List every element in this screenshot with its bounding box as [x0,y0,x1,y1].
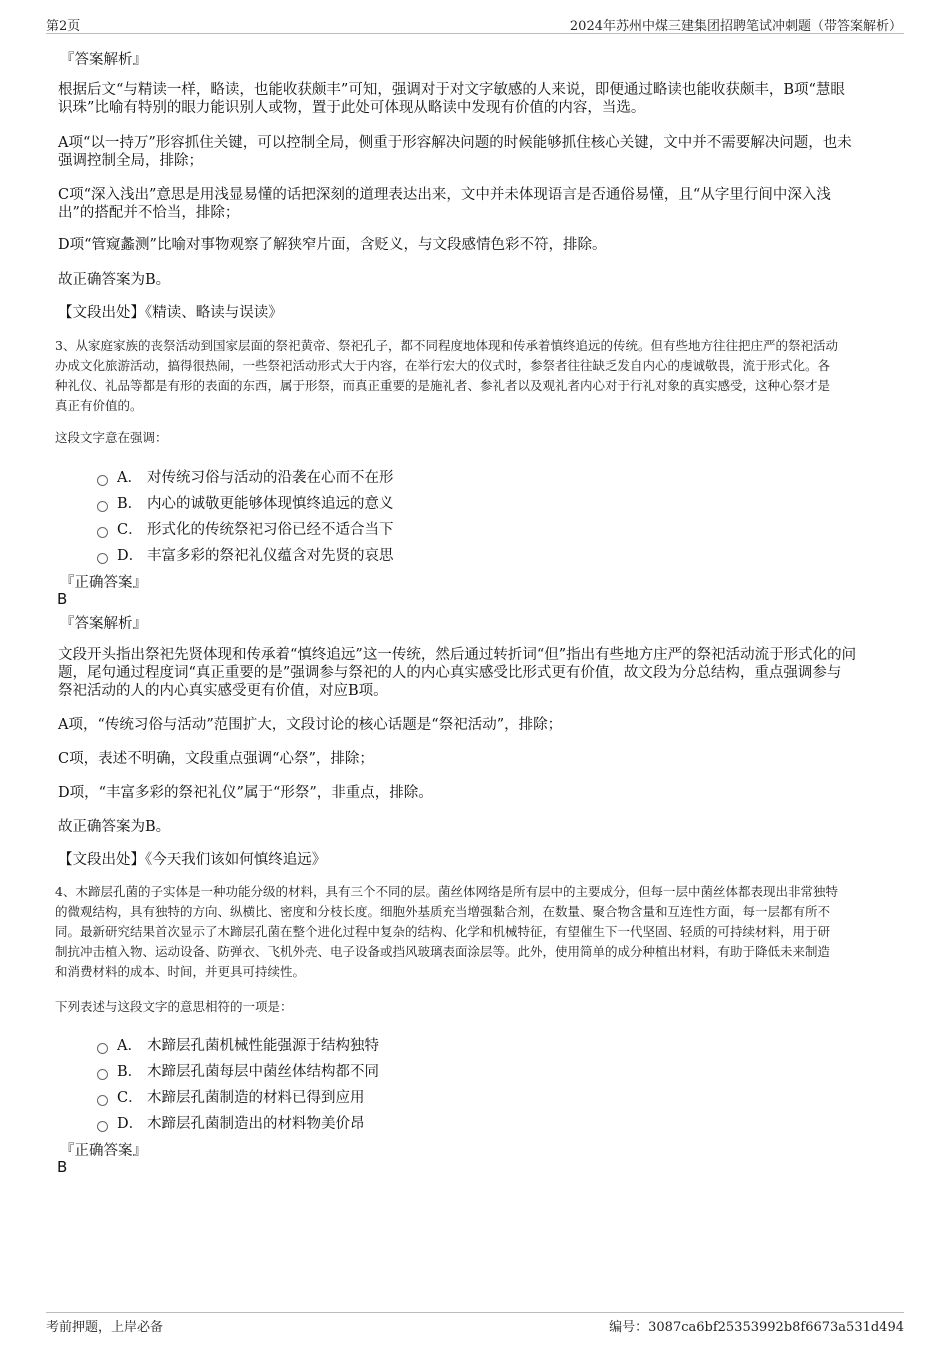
q3-passage-line: 真正有价值的。 [55,398,143,413]
footer-slogan: 考前押题，上岸必备 [46,1320,164,1335]
q4-option-d[interactable] [97,1112,365,1132]
option-letter: C． [117,522,143,538]
q4-option-c[interactable] [97,1086,365,1106]
q2-option-a-explanation [58,134,852,170]
q4-answer: B [57,1158,68,1176]
document-code: 编号：3087ca6bf25353992b8f6673a531d494 [609,1320,904,1335]
option-letter: D． [117,548,144,564]
option-letter: B． [117,1064,143,1080]
q3-analysis-line: 题，尾句通过程度词“真正重要的是”强调参与祭祀的人的内心真实感受比形式更有价值，故文段为分总结构，重点强调参与 [58,665,842,681]
q3-option-d-explanation: D项，“丰富多彩的祭祀礼仪”属于“形祭”，非重点，排除。 [58,785,433,801]
q4-passage-line: 制抗冲击植入物、运动设备、防弹衣、飞机外壳、电子设备或挡风玻璃表面涂层等。此外，使用简单的成分种植出材料，有助于降低未来制造 [55,944,831,959]
radio-icon[interactable] [97,553,108,564]
q2-analysis-line: 根据后文“与精读一样，略读，也能收获颇丰”可知，强调对于对文字敏感的人来说，即便通过略读也能收获颇丰，B项“慧眼 [58,82,845,98]
q4-option-a[interactable] [97,1034,379,1054]
q2-c-line: C项“深入浅出”意思是用浅显易懂的话把深刻的道理表达出来，文中并未体现语言是否通俗易懂，且“从字里行间中深入浅 [58,187,831,203]
q3-passage-line: 办成文化旅游活动，搞得很热闹，一些祭祀活动形式大于内容，在举行宏大的仪式时，参祭者往往缺乏发自内心的虔诚敬畏，流于形式化。各 [55,358,831,373]
radio-icon[interactable] [97,1069,108,1080]
option-letter: B． [117,496,143,512]
q3-question: 这段文字意在强调： [55,430,168,445]
option-text: 木蹄层孔菌机械性能强源于结构独特 [147,1038,379,1054]
q3-option-a-explanation: A项，“传统习俗与活动”范围扩大，文段讨论的核心话题是“祭祀活动”，排除； [58,717,563,733]
option-text: 木蹄层孔菌每层中菌丝体结构都不同 [147,1064,379,1080]
q4-question: 下列表述与这段文字的意思相符的一项是： [55,999,293,1014]
q4-correct-label: 『正确答案』 [60,1143,147,1159]
page-number: 第2页 [46,19,81,34]
option-letter: A． [117,1038,142,1054]
option-text: 形式化的传统祭祀习俗已经不适合当下 [147,522,394,538]
q3-passage-line: 3、从家庭家族的丧祭活动到国家层面的祭祀黄帝、祭祀孔子，都不同程度地体现和传承着慎终追远的传统。但有些地方往往把庄严的祭祀活动 [55,338,838,353]
q3-conclusion: 故正确答案为B。 [58,819,171,835]
radio-icon[interactable] [97,1095,108,1106]
option-text: 对传统习俗与活动的沿袭在心而不在形 [147,470,394,486]
option-letter: D． [117,1116,144,1132]
q2-analysis-label: 『答案解析』 [60,52,147,68]
q4-passage-line: 和消费材料的成本、时间，并更具可持续性。 [55,964,306,979]
q3-option-d[interactable] [97,544,394,564]
q3-option-c[interactable] [97,518,394,538]
q2-conclusion: 故正确答案为B。 [58,272,171,288]
q3-passage-line: 种礼仪、礼品等都是有形的表面的东西，属于形祭，而真正重要的是施礼者、参礼者以及观礼者内心对于行礼对象的真实感受，这种心祭才是 [55,378,831,393]
q3-analysis [58,646,856,700]
q4-option-b[interactable] [97,1060,379,1080]
q3-answer: B [57,590,68,608]
q3-passage [55,336,838,416]
q3-source: 【文段出处】《今天我们该如何慎终追远》 [58,852,327,868]
q2-c-line: 出”的搭配并不恰当，排除； [58,205,240,221]
q3-correct-label: 『正确答案』 [60,575,147,591]
q3-option-b[interactable] [97,492,394,512]
q4-passage-line: 同。最新研究结果首次显示了木蹄层孔菌在整个进化过程中复杂的结构、化学和机械特征，有望催生下一代坚固、轻质的可持续材料，用于研 [55,924,831,939]
radio-icon[interactable] [97,527,108,538]
q3-option-a[interactable] [97,466,394,486]
q2-a-line: A项“以一持万”形容抓住关键，可以控制全局，侧重于形容解决问题的时候能够抓住核心关键，文中并不需要解决问题，也未 [58,135,852,151]
radio-icon[interactable] [97,501,108,512]
q2-analysis [58,81,845,117]
q3-analysis-label: 『答案解析』 [60,616,147,632]
q4-passage [55,882,838,982]
q4-passage-line: 4、木蹄层孔菌的子实体是一种功能分级的材料，具有三个不同的层。菌丝体网络是所有层中的主要成分，但每一层中菌丝体都表现出非常独特 [55,884,838,899]
q3-analysis-line: 文段开头指出祭祀先贤体现和传承着“慎终追远”这一传统，然后通过转折词“但”指出有些地方庄严的祭祀活动流于形式化的问 [58,647,857,663]
option-text: 丰富多彩的祭祀礼仪蕴含对先贤的哀思 [147,548,394,564]
q4-passage-line: 的微观结构，具有独特的方向、纵横比、密度和分枝长度。细胞外基质充当增强黏合剂，在数量、聚合物含量和互连性方面，每一层都有所不 [55,904,831,919]
q2-option-c-explanation [58,186,831,222]
q3-option-c-explanation: C项，表述不明确，文段重点强调“心祭”，排除； [58,751,374,767]
page-header [46,12,904,34]
option-text: 内心的诚敬更能够体现慎终追远的意义 [147,496,394,512]
option-letter: C． [117,1090,143,1106]
q3-analysis-line: 祭祀活动的人的内心真实感受更有价值，对应B项。 [58,683,388,699]
radio-icon[interactable] [97,475,108,486]
radio-icon[interactable] [97,1043,108,1054]
document-title: 2024年苏州中煤三建集团招聘笔试冲刺题（带答案解析） [569,19,902,34]
q2-source: 【文段出处】《精读、略读与误读》 [58,305,283,321]
option-text: 木蹄层孔菌制造出的材料物美价昂 [147,1116,365,1132]
radio-icon[interactable] [97,1121,108,1132]
q2-option-d-explanation: D项“管窥蠡测”比喻对事物观察了解狭窄片面，含贬义，与文段感情色彩不符，排除。 [58,237,607,253]
q2-a-line: 强调控制全局，排除； [58,153,203,169]
q2-analysis-line: 识珠”比喻有特别的眼力能识别人或物，置于此处可体现从略读中发现有价值的内容，当选。 [58,100,646,116]
option-letter: A． [117,470,142,486]
option-text: 木蹄层孔菌制造的材料已得到应用 [147,1090,365,1106]
page-footer [46,1312,904,1337]
